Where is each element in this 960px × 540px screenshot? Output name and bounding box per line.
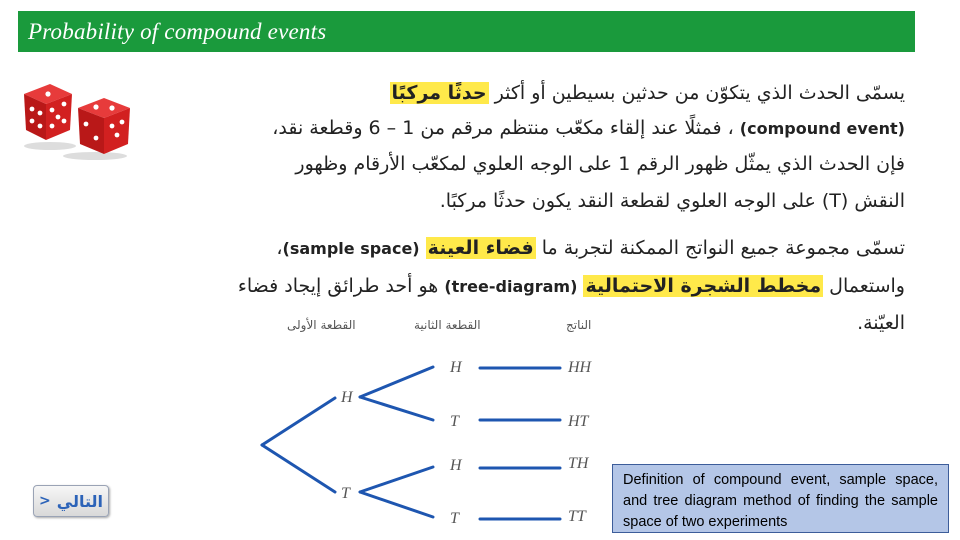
die-left xyxy=(24,84,72,140)
dice-image xyxy=(20,80,135,160)
node-second-1: H xyxy=(450,359,462,376)
p1-line1 xyxy=(390,84,905,103)
p1-en-compound: (compound event) xyxy=(739,119,905,138)
tree-diagram xyxy=(250,335,610,535)
node-second-2: T xyxy=(450,413,459,430)
p1-highlight-compound: حدثًا مركبًا xyxy=(391,82,487,104)
outcome-3: TH xyxy=(568,455,589,472)
p2-line1-text: تسمّى مجموعة جميع النواتج الممكنة لتجربة ما xyxy=(535,237,905,259)
outcome-4: TT xyxy=(568,508,586,525)
col-head-outcome: الناتج xyxy=(566,318,592,332)
next-button[interactable] xyxy=(33,485,109,517)
outcome-2: HT xyxy=(568,413,589,430)
p2-line2-tail: هو أحد طرائق إيجاد فضاء xyxy=(237,275,445,297)
p2-line1 xyxy=(276,239,905,258)
p2-line3-text: العيّنة. xyxy=(857,312,905,334)
p2-highlight-tree: مخطط الشجرة الاحتمالية xyxy=(585,275,822,297)
p2-line1-tail: ، xyxy=(276,237,283,259)
p1-line1-text: يسمّى الحدث الذي يتكوّن من حدثين بسيطين أو أكثر xyxy=(488,82,905,104)
slide-title: Probability of compound events xyxy=(28,19,327,44)
node-first-T: T xyxy=(341,485,350,502)
col-head-first: القطعة الأولى xyxy=(287,318,356,332)
next-button-label: التالي xyxy=(56,491,103,511)
outcome-1: HH xyxy=(568,359,592,376)
p2-highlight-sample-space: فضاء العينة xyxy=(427,237,534,259)
node-first-H: H xyxy=(341,389,353,406)
die-right xyxy=(78,98,130,154)
col-head-second: القطعة الثانية xyxy=(414,318,481,332)
p2-line3 xyxy=(857,314,905,333)
chevron-right-icon: > xyxy=(39,493,51,509)
p2-line2 xyxy=(238,277,905,296)
branch-root-T xyxy=(262,445,335,492)
caption-box: Definition of compound event, sample space, and tree diagram method of finding the sample space of two experiments xyxy=(612,464,949,533)
p1-line3 xyxy=(295,155,905,174)
branch-H-T xyxy=(360,397,433,420)
p1-line3-text: فإن الحدث الذي يمثّل ظهور الرقم 1 على الوجه العلوي لمكعّب الأرقام وظهور xyxy=(295,153,905,175)
p1-line4-text: النقش (T) على الوجه العلوي لقطعة النقد يكون حدثًا مركبًا. xyxy=(439,190,905,212)
branch-T-H xyxy=(360,467,433,492)
p1-line4 xyxy=(440,192,905,211)
node-second-4: T xyxy=(450,510,459,527)
branch-H-H xyxy=(360,367,433,397)
node-second-3: H xyxy=(450,457,462,474)
p2-en-tree: (tree-diagram) xyxy=(444,277,578,296)
p2-line2-text: واستعمال xyxy=(823,275,905,297)
p1-line2 xyxy=(272,119,905,138)
p1-line2-text: ، فمثلًا عند إلقاء مكعّب منتظم مرقم من 1 – 6 وقطعة نقد، xyxy=(272,117,740,139)
branch-root-H xyxy=(262,398,335,445)
branch-T-T xyxy=(360,492,433,517)
title-bar xyxy=(18,11,915,52)
p2-en-sample-space: (sample space) xyxy=(282,239,420,258)
